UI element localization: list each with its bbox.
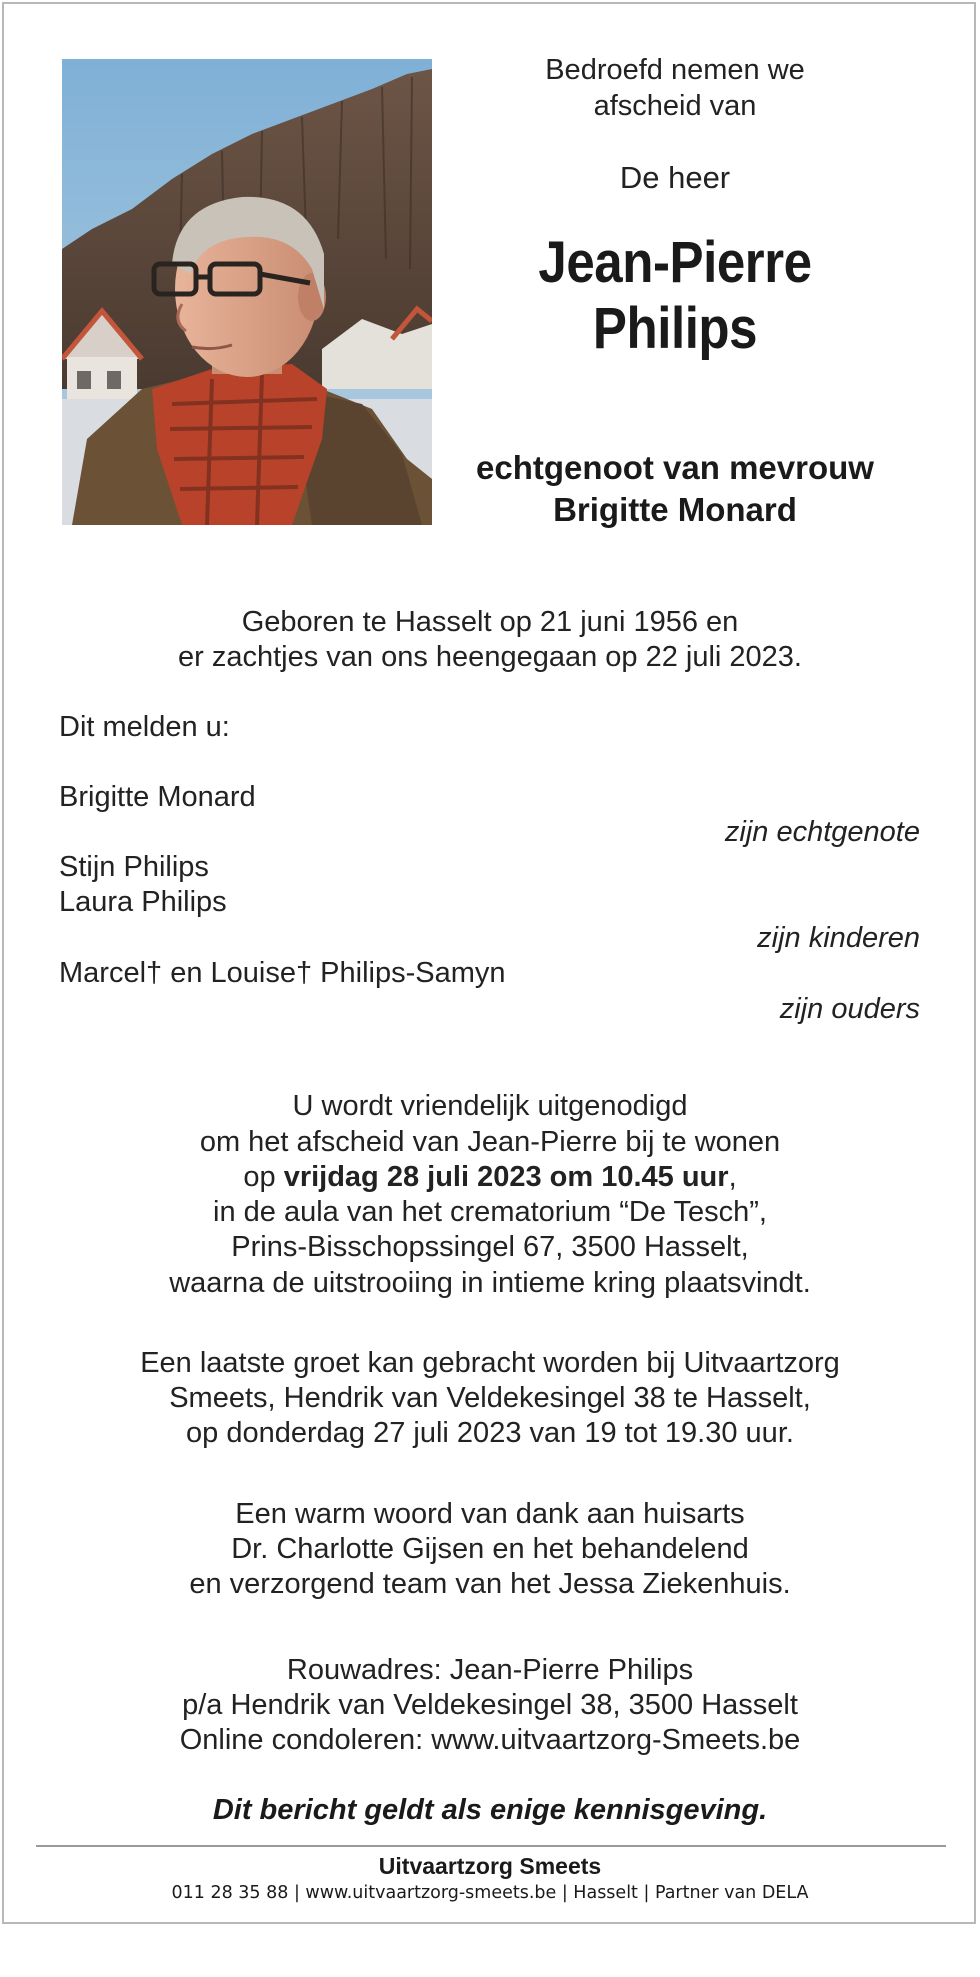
thanks-line-2: Dr. Charlotte Gijsen en het behandelend bbox=[231, 1533, 749, 1565]
birth-line-2: er zachtjes van ons heengegaan op 22 juli 2023. bbox=[178, 641, 802, 673]
footer-divider bbox=[36, 1845, 946, 1847]
spouse-line-2: Brigitte Monard bbox=[553, 491, 797, 528]
family-name: Marcel† en Louise† Philips-Samyn bbox=[59, 957, 506, 989]
name-line-2: Philips bbox=[592, 296, 758, 361]
honorific: De heer bbox=[619, 160, 731, 195]
spouse-line-1: echtgenoot van mevrouw bbox=[476, 449, 874, 486]
ceremony-line-1: U wordt vriendelijk uitgenodigd bbox=[292, 1090, 688, 1122]
greeting-line-3: op donderdag 27 juli 2023 van 19 tot 19.30 uur. bbox=[186, 1417, 794, 1449]
greeting-line-2: Smeets, Hendrik van Veldekesingel 38 te Hasselt, bbox=[169, 1382, 811, 1414]
thanks-line-1: Een warm woord van dank aan huisarts bbox=[235, 1498, 745, 1530]
footer-company: Uitvaartzorg Smeets bbox=[378, 1853, 602, 1879]
ceremony-line-2: om het afscheid van Jean-Pierre bij te wonen bbox=[199, 1126, 781, 1158]
ceremony-datetime bbox=[0, 1159, 980, 1195]
thanks-line-3: en verzorgend team van het Jessa Ziekenhuis. bbox=[189, 1568, 791, 1600]
notice: Dit bericht geldt als enige kennisgeving. bbox=[212, 1794, 768, 1826]
ceremony-line-3-post: , bbox=[728, 1161, 737, 1193]
family-relation: zijn ouders bbox=[779, 993, 920, 1025]
deceased-name bbox=[440, 230, 910, 362]
header-intro bbox=[440, 52, 910, 124]
family-name: Brigitte Monard bbox=[59, 781, 256, 813]
ceremony-line-5: Prins-Bisschopssingel 67, 3500 Hasselt, bbox=[231, 1231, 749, 1263]
portrait-photo bbox=[62, 59, 432, 525]
condolence-link: Online condoleren: www.uitvaartzorg-Smeets.be bbox=[179, 1724, 801, 1756]
family-name: Stijn Philips bbox=[59, 851, 209, 883]
announcement-intro: Dit melden u: bbox=[59, 711, 230, 743]
ceremony-line-4: in de aula van het crematorium “De Tesch”, bbox=[213, 1196, 767, 1228]
intro-line-2: afscheid van bbox=[593, 90, 757, 122]
greeting-line-1: Een laatste groet kan gebracht worden bij Uitvaartzorg bbox=[140, 1347, 840, 1379]
spouse-line bbox=[440, 447, 910, 531]
ceremony-line-6: waarna de uitstrooiing in intieme kring plaatsvindt. bbox=[169, 1267, 811, 1299]
intro-line-1: Bedroefd nemen we bbox=[545, 54, 805, 86]
ceremony-line-3-pre: op bbox=[243, 1161, 284, 1193]
address-line-2: p/a Hendrik van Veldekesingel 38, 3500 Hasselt bbox=[182, 1689, 798, 1721]
footer-contact-info: 011 28 35 88 | www.uitvaartzorg-smeets.be | Hasselt | Partner van DELA bbox=[171, 1883, 809, 1903]
family-name: Laura Philips bbox=[59, 886, 227, 918]
address-line-1: Rouwadres: Jean-Pierre Philips bbox=[286, 1654, 694, 1686]
ceremony-date: vrijdag 28 juli 2023 om 10.45 uur bbox=[283, 1161, 729, 1193]
family-relation: zijn kinderen bbox=[757, 922, 920, 954]
name-line-1: Jean-Pierre bbox=[538, 230, 812, 295]
family-relation: zijn echtgenote bbox=[724, 816, 920, 848]
birth-line-1: Geboren te Hasselt op 21 juni 1956 en bbox=[241, 606, 739, 638]
